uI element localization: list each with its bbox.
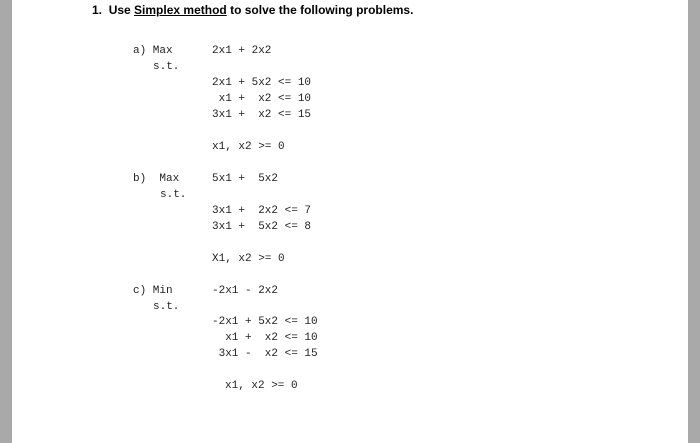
- problem-b-label: b) Max: [133, 173, 180, 185]
- problem-b-constraint-2: 3x1 + 5x2 <= 8: [212, 221, 312, 233]
- heading-suffix: to solve the following problems.: [230, 3, 414, 17]
- problem-a-objective: 2x1 + 2x2: [212, 45, 272, 57]
- problem-a-st: s.t.: [153, 61, 180, 73]
- problem-a-constraint-2: x1 + x2 <= 10: [212, 93, 312, 105]
- heading-prefix: Use: [108, 3, 131, 17]
- problem-b-st: s.t.: [160, 189, 187, 201]
- problem-c-objective: -2x1 - 2x2: [212, 285, 279, 297]
- problem-a-constraint-1: 2x1 + 5x2 <= 10: [212, 77, 312, 89]
- problem-a-constraint-3: 3x1 + x2 <= 15: [212, 109, 312, 121]
- question-heading: [92, 3, 413, 17]
- problem-c-constraint-2: x1 + x2 <= 10: [212, 332, 318, 344]
- problem-a-label: a) Max: [133, 45, 173, 57]
- problem-c-constraint-3: 3x1 - x2 <= 15: [212, 348, 318, 360]
- question-number: 1.: [92, 3, 103, 17]
- problem-b-constraint-1: 3x1 + 2x2 <= 7: [212, 205, 312, 217]
- problem-c-label: c) Min: [133, 285, 173, 297]
- heading-underlined-text: Simplex method: [134, 3, 227, 17]
- problem-c-nonneg: x1, x2 >= 0: [225, 380, 298, 392]
- problem-c-st: s.t.: [153, 301, 180, 313]
- problem-b-nonneg: X1, x2 >= 0: [212, 253, 285, 265]
- problem-c-constraint-1: -2x1 + 5x2 <= 10: [212, 316, 318, 328]
- document-page: [12, 0, 688, 443]
- problem-a-nonneg: x1, x2 >= 0: [212, 141, 285, 153]
- problem-b-objective: 5x1 + 5x2: [212, 173, 279, 185]
